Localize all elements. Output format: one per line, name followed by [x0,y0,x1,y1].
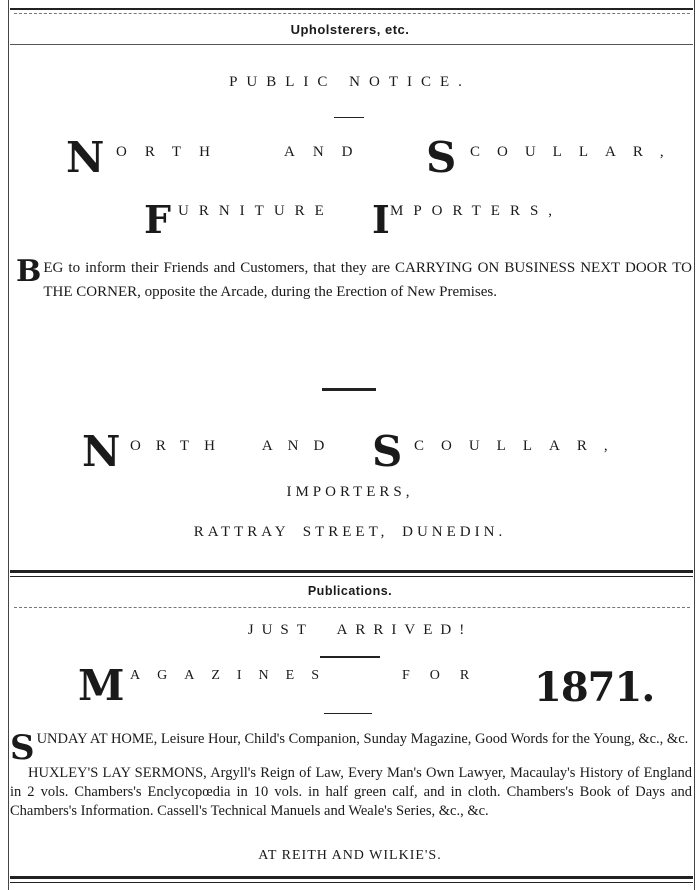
section-divider [322,388,376,391]
just-arrived-divider [320,656,380,658]
publications-dropcap-s: S [10,728,35,768]
top-dash-rule [14,13,690,14]
address-line: RATTRAY STREET, DUNEDIN. [193,524,507,540]
publications-underline [14,607,690,608]
notice-body [16,256,692,304]
top-rule [10,8,693,10]
heading-underline [10,44,693,45]
initial-f: F [144,197,171,242]
just-arrived: JUST ARRIVED! [247,622,473,638]
closing-line: AT REITH AND WILKIE'S. [258,848,442,863]
section-separator-thick [10,570,693,573]
firm-word-north: ORTH [116,144,228,160]
magazines-divider [324,713,372,714]
word-furniture: URNITURE [178,203,334,219]
notice-divider [334,117,364,118]
firm-word-and: AND [284,144,371,160]
firm-initial-n: N [66,133,105,182]
left-column-border [8,0,9,890]
notice-dropcap-b: B [16,254,42,289]
publications-para-2: HUXLEY'S LAY SERMONS, Argyll's Reign of Law, Every Man's Own Lawyer, Macaulay's History of England in 2 vols. Chambers's Enclycopœdia in 10 vols. in half green calf, and in cloth. Chambers's Book of Days and Chambers's Information. Cassell's Technical Manuels and Weale's Series, &c., &c. [10,765,692,819]
section-heading-publications: Publications. [307,584,393,598]
initial-i: I [372,197,390,242]
bottom-rule-thick [10,876,693,879]
signature-initial-s: S [372,427,403,476]
firm-initial-s: S [426,133,457,182]
publications-para-1-text: UNDAY AT HOME, Leisure Hour, Child's Companion, Sunday Magazine, Good Words for the Young, &c., &c. [36,731,689,747]
magazines-year: 1871. [534,664,655,711]
notice-title: PUBLIC NOTICE. [229,74,471,90]
importers-line: IMPORTERS, [286,484,414,500]
right-column-border [694,0,695,890]
publications-para-1 [10,728,692,768]
section-heading-upholsterers: Upholsterers, etc. [290,22,410,37]
signature-north-and: ORTH AND [130,438,340,454]
magazines-for: FOR [402,668,490,683]
signature-scoullar: COULLAR, [414,438,625,454]
magazines-word: AGAZINES [130,668,336,683]
section-separator-thin [10,576,693,577]
signature-initial-n: N [82,427,121,476]
publications-body [10,730,692,821]
bottom-rule-thin [10,882,693,883]
notice-body-text: EG to inform their Friends and Customers, that they are CARRYING ON BUSINESS NEXT DOOR TO THE CORNER, opposite the Arcade, during the Erection of New Premises. [43,260,692,300]
magazines-initial-m: M [78,661,125,710]
firm-word-scoullar: COULLAR, [470,144,681,160]
word-importers: MPORTERS, [390,203,563,219]
